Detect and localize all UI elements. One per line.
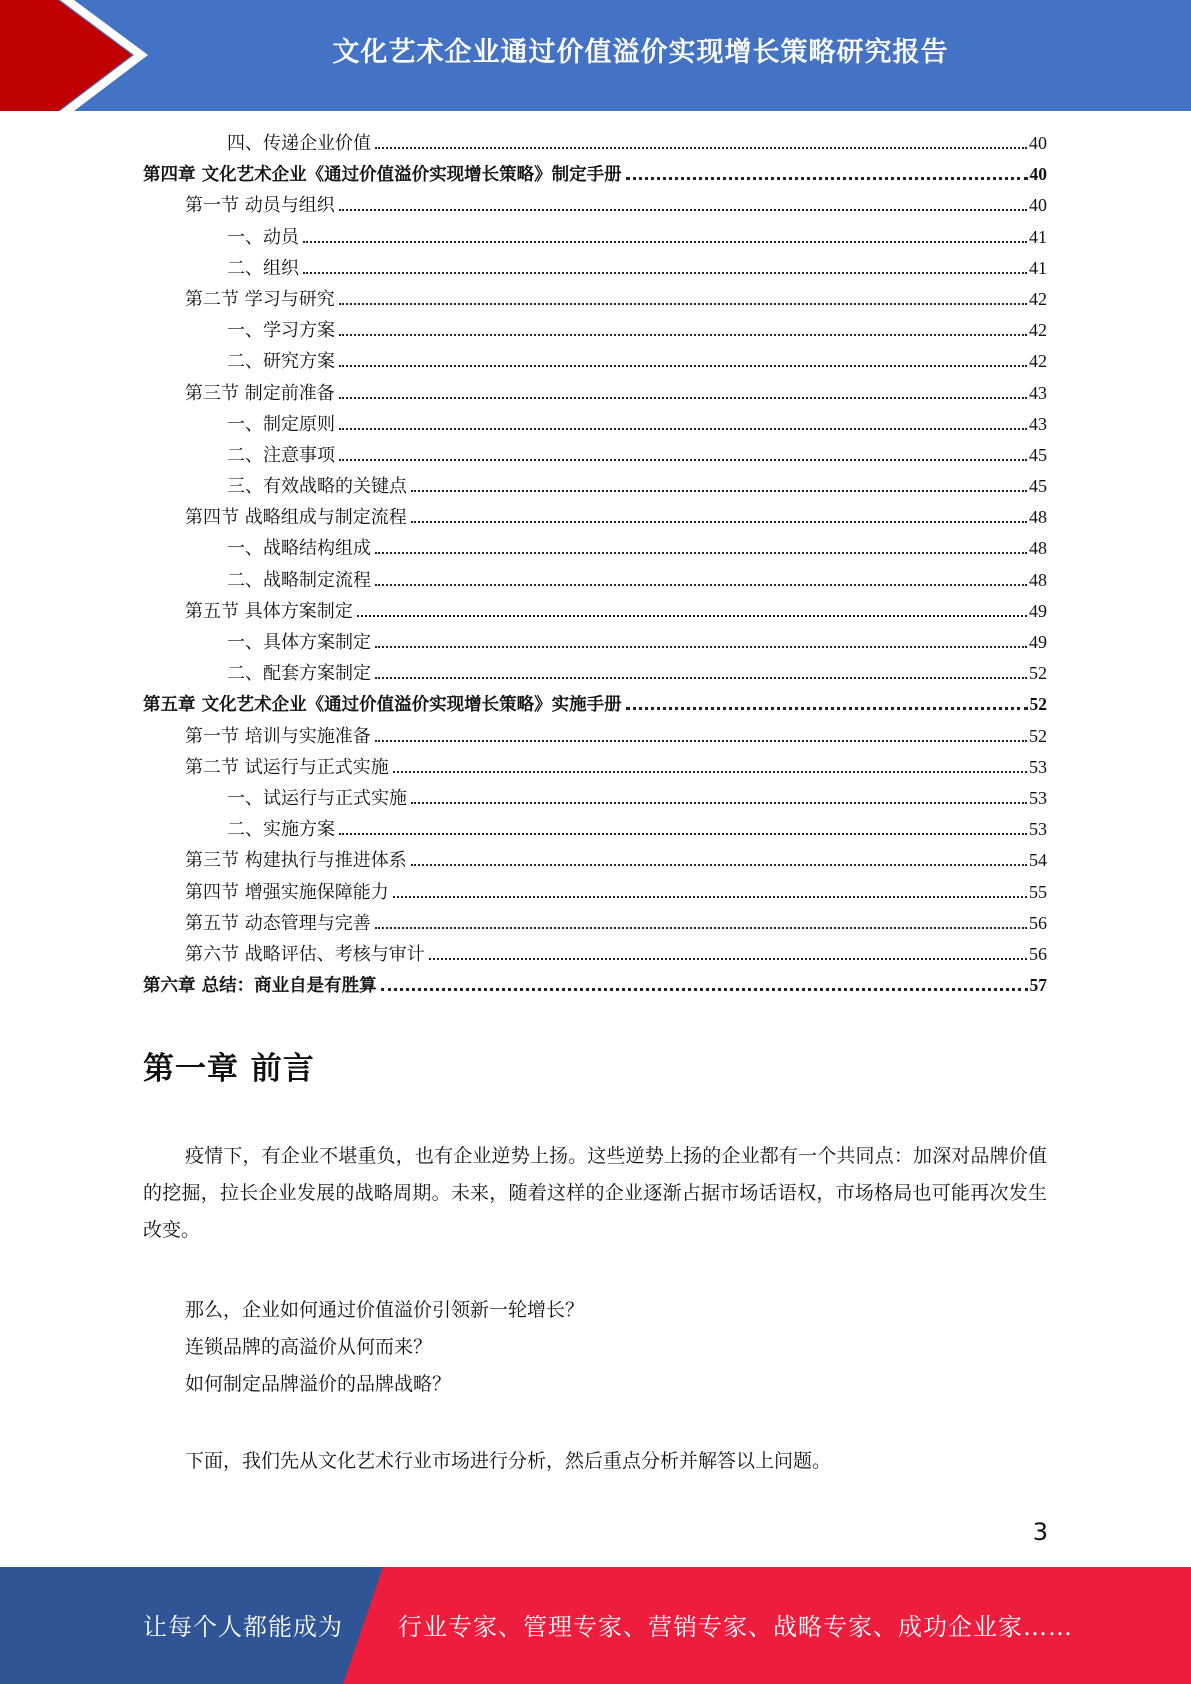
toc-dot-leader [375,740,1027,742]
toc-entry-title: 二、研究方案 [227,351,335,373]
toc-dot-leader [411,864,1027,866]
toc-entry[interactable] [143,596,1047,627]
toc-dot-leader [339,428,1027,430]
toc-entry-page: 43 [1029,413,1047,434]
toc-dot-leader [381,988,1028,991]
toc-entry-page: 52 [1029,725,1047,746]
toc-entry-page: 53 [1029,787,1047,808]
toc-entry-title: 第三节 构建执行与推进体系 [185,850,407,872]
toc-entry-title: 一、试运行与正式实施 [227,787,407,809]
toc-entry[interactable] [143,845,1047,876]
toc-entry[interactable] [143,253,1047,284]
toc-entry[interactable] [143,565,1047,596]
toc-entry-title: 第六节 战略评估、考核与审计 [185,943,425,965]
toc-entry-page: 43 [1029,382,1047,403]
toc-entry-page: 40 [1029,133,1047,153]
outro-paragraph: 下面，我们先从文化艺术行业市场进行分析，然后重点分析并解答以上问题。 [185,1450,832,1472]
toc-entry-page: 45 [1029,476,1047,497]
question-1: 那么，企业如何通过价值溢价引领新一轮增长？ [185,1299,585,1321]
toc-entry-title: 第六章 总结：商业自是有胜算 [143,976,377,997]
toc-entry-title: 一、学习方案 [227,320,335,342]
toc-entry[interactable] [143,502,1047,533]
toc-entry[interactable] [143,783,1047,814]
toc-entry-page: 40 [1029,164,1047,185]
question-2: 连锁品牌的高溢价从何而来？ [185,1336,433,1358]
toc-entry-title: 二、注意事项 [227,444,335,466]
toc-entry-title: 二、实施方案 [227,819,335,841]
toc-entry-title: 第二节 学习与研究 [185,288,335,310]
toc-dot-leader [303,241,1027,243]
toc-entry-page: 56 [1029,943,1047,964]
toc-entry-title: 第五节 具体方案制定 [185,600,353,622]
toc-entry[interactable] [143,222,1047,253]
page-number: 3 [1032,1518,1048,1546]
toc-entry-title: 四、传递企业价值 [227,133,371,154]
toc-entry-page: 54 [1029,850,1047,871]
toc-entry-title: 一、战略结构组成 [227,538,371,560]
toc-entry[interactable] [143,471,1047,502]
toc-entry[interactable] [143,877,1047,908]
toc-dot-leader [411,490,1027,492]
toc-dot-leader [357,615,1027,617]
toc-entry[interactable] [143,658,1047,689]
toc-dot-leader [375,584,1027,586]
toc-entry[interactable] [143,159,1047,190]
toc-entry-page: 40 [1029,195,1047,216]
toc-dot-leader [303,272,1027,274]
toc-entry[interactable] [143,721,1047,752]
toc-entry-title: 三、有效战略的关键点 [227,476,407,498]
toc-entry[interactable] [143,689,1047,720]
toc-entry[interactable] [143,814,1047,845]
toc-entry-title: 一、具体方案制定 [227,632,371,653]
toc-entry-page: 48 [1029,538,1047,559]
toc-dot-leader [411,802,1027,804]
header-title: 文化艺术企业通过价值溢价实现增长策略研究报告 [332,37,949,68]
toc-entry-page: 57 [1029,975,1047,996]
toc-entry-title: 第一节 培训与实施准备 [185,725,371,747]
toc-dot-leader [375,677,1027,679]
toc-entry-page: 42 [1029,288,1047,309]
chapter-title: 第一章 前言 [143,1051,315,1087]
toc-entry-page: 42 [1029,320,1047,341]
toc-entry-page: 52 [1029,663,1047,684]
toc-entry-title: 二、组织 [227,257,299,279]
toc-entry-title: 第一节 动员与组织 [185,195,335,217]
toc-entry-title: 第四章 文化艺术企业《通过价值溢价实现增长策略》制定手册 [143,165,622,186]
toc-entry-page: 41 [1029,257,1047,278]
toc-entry[interactable] [143,315,1047,346]
toc-dot-leader [375,552,1027,554]
toc-entry-page: 42 [1029,351,1047,372]
toc-entry-page: 49 [1029,600,1047,621]
page-footer [0,1567,1191,1684]
toc-dot-leader [393,771,1027,773]
toc-dot-leader [339,397,1027,399]
toc-dot-leader [375,147,1027,149]
toc-dot-leader [339,365,1027,367]
toc-dot-leader [429,958,1027,960]
toc-entry-page: 53 [1029,756,1047,777]
footer-slogan-left: 让每个人都能成为 [143,1613,343,1641]
toc-dot-leader [393,896,1027,898]
toc-entry[interactable] [143,409,1047,440]
toc-dot-leader [339,209,1027,211]
toc-dot-leader [339,303,1027,305]
toc-entry-title: 第五章 文化艺术企业《通过价值溢价实现增长策略》实施手册 [143,695,622,716]
question-3: 如何制定品牌溢价的品牌战略？ [185,1373,452,1395]
toc-entry[interactable] [143,190,1047,221]
intro-paragraph: 疫情下，有企业不堪重负，也有企业逆势上扬。这些逆势上扬的企业都有一个共同点：加深对品牌价值的挖掘，拉长企业发展的战略周期。未来，随着这样的企业逐渐占据市场话语权，市场格局也可能再次发生改变。 [143,1145,1047,1241]
toc-dot-leader [339,334,1027,336]
toc-dot-leader [626,177,1028,180]
toc-entry[interactable] [143,284,1047,315]
toc-entry[interactable] [143,627,1047,658]
toc-entry-title: 二、配套方案制定 [227,663,371,685]
page-header [0,0,1191,111]
toc-entry-page: 49 [1029,632,1047,652]
toc-entry[interactable] [143,346,1047,377]
toc-dot-leader [626,707,1028,710]
toc-entry-title: 第四节 增强实施保障能力 [185,881,389,903]
toc-entry-page: 56 [1029,912,1047,933]
toc-dot-leader [375,927,1027,929]
toc-entry-title: 一、动员 [227,226,299,248]
toc-dot-leader [411,521,1027,523]
toc-entry-page: 55 [1029,881,1047,902]
toc-entry[interactable] [143,908,1047,939]
toc-dot-leader [375,646,1027,648]
footer-slogan-right: 行业专家、管理专家、营销专家、战略专家、成功企业家…… [398,1613,1073,1641]
toc-entry[interactable] [143,752,1047,783]
toc-entry[interactable] [143,378,1047,409]
toc-entry-page: 52 [1029,694,1047,715]
toc-entry-page: 48 [1029,569,1047,590]
toc-entry-title: 一、制定原则 [227,413,335,435]
toc-entry-page: 53 [1029,819,1047,840]
toc-entry-title: 二、战略制定流程 [227,569,371,591]
toc-entry-title: 第五节 动态管理与完善 [185,912,371,934]
toc-entry-title: 第三节 制定前准备 [185,382,335,404]
toc-entry-page: 48 [1029,507,1047,528]
toc-entry-title: 第二节 试运行与正式实施 [185,756,389,778]
toc-dot-leader [339,833,1027,835]
toc-entry[interactable] [143,440,1047,471]
toc-entry[interactable] [143,128,1047,159]
table-of-contents [143,128,1047,1001]
toc-entry[interactable] [143,533,1047,564]
toc-entry-page: 45 [1029,444,1047,465]
toc-entry[interactable] [143,970,1047,1001]
toc-entry-title: 第四节 战略组成与制定流程 [185,507,407,529]
toc-dot-leader [339,459,1027,461]
toc-entry-page: 41 [1029,226,1047,247]
toc-entry[interactable] [143,939,1047,970]
